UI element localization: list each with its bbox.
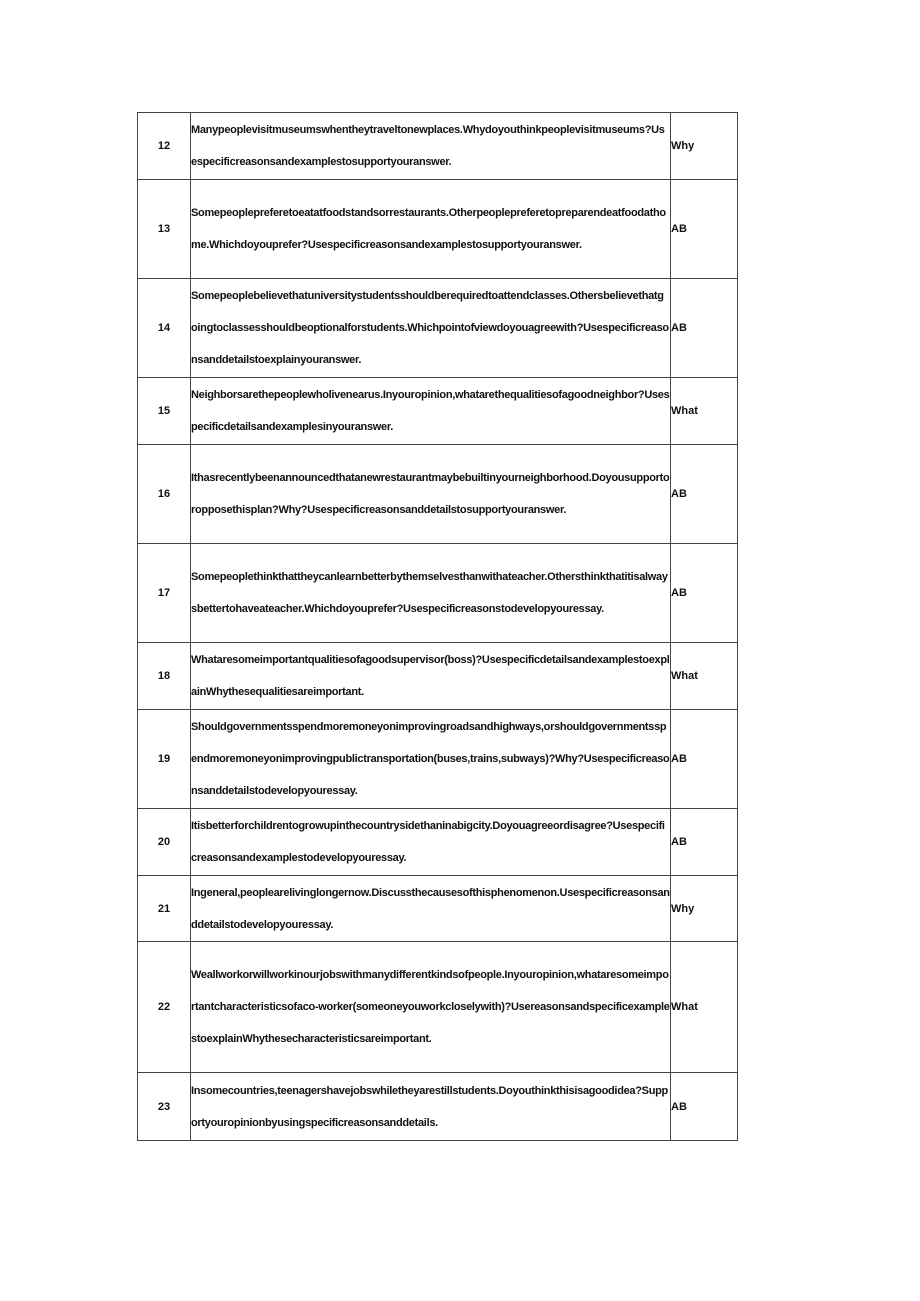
table-row bbox=[138, 809, 738, 876]
question-type: What bbox=[671, 942, 738, 1073]
row-number: 18 bbox=[138, 643, 191, 710]
row-number: 13 bbox=[138, 180, 191, 279]
table-row bbox=[138, 710, 738, 809]
row-number: 12 bbox=[138, 113, 191, 180]
question-type: What bbox=[671, 643, 738, 710]
table-row bbox=[138, 279, 738, 378]
question-text: Weallworkorwillworkinourjobswithmanydifferentkindsofpeople.Inyouropinion,whataresomeimportantcharacteristicsofaco-worker(someoneyouworkcloselywith)?UsereasonsandspecificexamplestoexplainWhythesecharacteristicsareimportant. bbox=[191, 942, 671, 1073]
table-row bbox=[138, 113, 738, 180]
question-text: Somepeoplethinkthattheycanlearnbetterbythemselvesthanwithateacher.Othersthinkthatitisalwaysbettertohaveateacher.Whichdoyouprefer?Usespecificreasonstodevelopyouressay. bbox=[191, 544, 671, 643]
row-number: 15 bbox=[138, 378, 191, 445]
question-text: Manypeoplevisitmuseumswhentheytraveltonewplaces.Whydoyouthinkpeoplevisitmuseums?Usespecificreasonsandexamplestosupportyouranswer. bbox=[191, 113, 671, 180]
question-type: Why bbox=[671, 876, 738, 942]
question-text: Shouldgovernmentsspendmoremoneyonimprovingroadsandhighways,orshouldgovernmentsspendmoremoneyonimprovingpublictransportation(buses,trains,subways)?Why?Usespecificreasonsanddetailstodevelopyouressay. bbox=[191, 710, 671, 809]
table-row bbox=[138, 378, 738, 445]
question-text: Insomecountries,teenagershavejobswhiletheyarestillstudents.Doyouthinkthisisagoodidea?Supportyouropinionbyusingspecificreasonsanddetails. bbox=[191, 1073, 671, 1141]
row-number: 17 bbox=[138, 544, 191, 643]
row-number: 16 bbox=[138, 445, 191, 544]
question-type: AB bbox=[671, 279, 738, 378]
question-text: Somepeoplepreferetoeatatfoodstandsorrestaurants.Otherpeoplepreferetopreparendeatfoodathome.Whichdoyouprefer?Usespecificreasonsandexamplestosupportyouranswer. bbox=[191, 180, 671, 279]
question-text: Ithasrecentlybeenannouncedthatanewrestaurantmaybebuiltinyourneighborhood.Doyousupportoropposethisplan?Why?Usespecificreasonsanddetailstosupportyouranswer. bbox=[191, 445, 671, 544]
question-text: Somepeoplebelievethatuniversitystudentsshouldberequiredtoattendclasses.Othersbelievethatgoingtoclassesshouldbeoptionalforstudents.Whichpointofviewdoyouagreewith?Usespecificreasonsanddetailstoexplainyouranswer. bbox=[191, 279, 671, 378]
question-type: AB bbox=[671, 809, 738, 876]
table-row bbox=[138, 445, 738, 544]
row-number: 21 bbox=[138, 876, 191, 942]
table-row bbox=[138, 180, 738, 279]
essay-topics-table bbox=[137, 112, 738, 1141]
question-type: Why bbox=[671, 113, 738, 180]
question-text: Ingeneral,peoplearelivinglongernow.Discussthecausesofthisphenomenon.Usespecificreasonsanddetailstodevelopyouressay. bbox=[191, 876, 671, 942]
table-row bbox=[138, 876, 738, 942]
question-type: AB bbox=[671, 710, 738, 809]
row-number: 14 bbox=[138, 279, 191, 378]
question-type: What bbox=[671, 378, 738, 445]
table-row bbox=[138, 544, 738, 643]
question-type: AB bbox=[671, 180, 738, 279]
table-row bbox=[138, 942, 738, 1073]
question-type: AB bbox=[671, 1073, 738, 1141]
question-text: Whataresomeimportantqualitiesofagoodsupervisor(boss)?UsespecificdetailsandexamplestoexplainWhythesequalitiesareimportant. bbox=[191, 643, 671, 710]
row-number: 20 bbox=[138, 809, 191, 876]
question-text: Neighborsarethepeoplewholivenearus.Inyouropinion,whatarethequalitiesofagoodneighbor?Usespecificdetailsandexamplesinyouranswer. bbox=[191, 378, 671, 445]
question-type: AB bbox=[671, 445, 738, 544]
table-row bbox=[138, 643, 738, 710]
row-number: 22 bbox=[138, 942, 191, 1073]
table-row bbox=[138, 1073, 738, 1141]
question-type: AB bbox=[671, 544, 738, 643]
row-number: 19 bbox=[138, 710, 191, 809]
row-number: 23 bbox=[138, 1073, 191, 1141]
question-text: Itisbetterforchildrentogrowupinthecountrysidethaninabigcity.Doyouagreeordisagree?Usespecificreasonsandexamplestodevelopyouressay. bbox=[191, 809, 671, 876]
